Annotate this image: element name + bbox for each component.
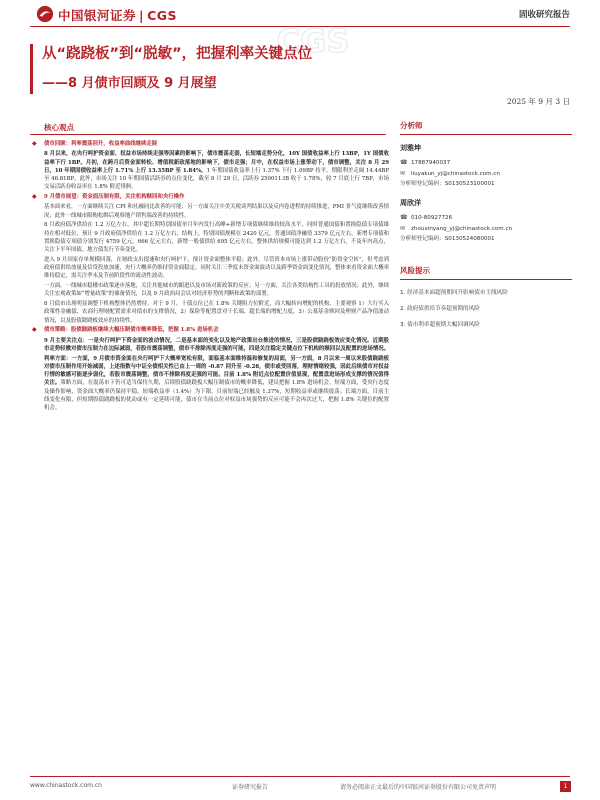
- report-subtitle: ——8 月债市回顾及 9 月展望: [42, 76, 217, 91]
- analyst-name: 周欣洋: [400, 199, 421, 207]
- brand-en: CGS: [147, 8, 178, 23]
- diamond-bullet-icon: ◆: [32, 326, 37, 334]
- risk-heading: 风险提示: [400, 265, 572, 280]
- paragraph: 8 月以来，在央行呵护资金面、权益市场持续走强等因素的影响下，债市震荡走弱，长短端走势分化，10Y 国债收益率上行 13BP，1Y 国债收益率下行 1BP。月初，在跨月后资金面转松、增值税新政落地的影响下，债市走强；月中，在权益市场上涨带动下，债市调整，关注 8 月 29 日，10 年期国债收益率上行 1.71% 上行 13.35BP 至 1.84%，1 年期国债收益率上行 1.37% 下行 1.09BP 持平，期限利差走阔 14.44BP 至 46.81BP，此外，市场关注 10 年期国债活跃券的点位变化，截至 8 月 29 日，活跃券 250011.IB 收于 1.78%，较 7 月底上行 7BP，市场交易活跃券收益率在 1.8% 附近徘徊。: [44, 151, 389, 191]
- analysts-heading: 分析师: [400, 120, 572, 135]
- paragraph: 进入 9 月国家存单规模回落，在财政支出提速和央行呵护下，预计资金面整体平稳；此外，尽管资本市场上涨带动股份“防资金空转”，但考虑到政府债供给放量及信贷投放加速，央行大概率仍维持资金面稳定，同时关注三季度末资金面波动以及跨季资金面变化情况，整体来看资金面大概率维持稳定，需关注季末及节前阶段性的流动性波动。: [44, 256, 390, 280]
- footer-rule: [30, 776, 570, 777]
- paragraph: 8 月债市出现明显调整下机构整体仍然增持。对于 9 月，十债点位已在 1.8% 关键阻力位附近，而大幅转向增配的机构，主要观察 1）大行买入政策性金融债、农商行理财配置需求对债市的支撑情况，2）保险等配置盘对于长端、超长端的增配力度，3）公募基金赎回及理财产品净值波动情况，以及股债跷跷板效应的持续性。: [44, 301, 389, 324]
- section-heading: ◆ 9 月债市展望：资金面压制有限，关注机构赎回和央行操作: [32, 193, 185, 200]
- email-icon: ✉: [400, 225, 406, 232]
- risk-item: 1. 经济基本面超预期回升影响债市主线风险: [400, 290, 508, 296]
- report-date: 2025 年 9 月 3 日: [506, 97, 570, 106]
- footer-website[interactable]: www.chinastock.com.cn: [30, 782, 102, 789]
- analyst-registration: 分析师登记编码：S0130524080001: [400, 236, 495, 242]
- brand-cn: 中国银河证券: [58, 8, 137, 23]
- key-points-body: [32, 139, 390, 414]
- title-accent-bar: [30, 44, 33, 94]
- paragraph: 一方面，一线城市稳楼市政策逐步落地，关注其他城市的跟进以及市场对新政策的反应；另一方面，关注各类结构性工具的投放情况；此外，继续关注宏观政策如“增量政策”的储备情况，以及 9 月政治局会议对经济形势的判断和政策的部署。: [44, 283, 390, 298]
- analyst-registration: 分析师登记编码：S0130523100001: [400, 181, 495, 187]
- page-number: 1: [560, 781, 571, 792]
- analyst-email[interactable]: ✉ liuyakun_yj@chinastock.com.cn: [400, 170, 500, 177]
- analyst-phone: ☎ 010-80927726: [400, 214, 453, 221]
- paragraph: 8 月政府债净供给在 1.2 万亿左右，其中超长期特别国债单月年内发行高峰+新增专项债继续维持较高水平，同时普通国债和置换隐债专项债维持在相对低位，预计 9 月政府债净供给在 1.2 万亿左右，结构上，特别国债规模在 2420 亿元，普通国债净融资 3379 亿元左右，新增专项债和置换隐债专项债分别发行 4759 亿元、666 亿元左右，新增一般债供给 695 亿元左右，整体供给规模可能达到 1.2 万亿左右，不及年内高点，关注下半年国债、地方债发行节奏变化。: [44, 222, 389, 253]
- risk-item: 3. 债市利率超预期大幅回调风险: [400, 322, 480, 328]
- section-heading: ◆ 债市回顾：利率震荡回升，收益率曲线继续走陡: [32, 140, 158, 147]
- sidebar: [400, 120, 572, 328]
- phone-icon: ☎: [400, 214, 408, 221]
- risk-item: 2. 政府债供给节奏超预期的风险: [400, 306, 480, 312]
- analyst-phone: ☎ 17887940037: [400, 159, 451, 166]
- paragraph: 基本面来看，一方面继续关注 CPI 和社融同比改善的可能；另一方面关注中美关税谈判结果以及反内卷进程的持续推进，PMI 景气度继续改善情况；此外一线城市限购松绑后观察地产销售端改善的持续性。: [44, 204, 389, 219]
- cgs-logo-icon: [36, 5, 54, 23]
- svg-text:CGS: CGS: [276, 22, 350, 58]
- phone-icon: ☎: [400, 159, 408, 166]
- analyst-email[interactable]: ✉ zhouxinyang_yj@chinastock.com.cn: [400, 225, 513, 232]
- footer-center: 证券研究报告: [232, 784, 269, 791]
- analyst-name: 刘雅坤: [400, 144, 421, 152]
- key-points-rule: [30, 134, 386, 135]
- report-type: 固收研究报告: [518, 10, 570, 20]
- report-title: 从“跷跷板”到“脱敏”，把握利率关键点位: [42, 46, 313, 62]
- email-icon: ✉: [400, 170, 406, 177]
- footer-disclaimer: 请务必阅读正文最后的中国银河证券股份有限公司免责声明: [340, 784, 497, 791]
- paragraph: 利率方面：一方面，9 月债市资金面在央行呵护下大概率宽松有限，面临基本面维持温和修复的局面，另一方面，8 月以来一周以来股债跷跷板对债市压制作用开始减弱，上述指数与中证全债相关性已由上一周的 -0.87 回升至 -0.28，债市或受回落，理财情绪较强，因此后续债市对权益行情的敏感可能逐步弱化，若股市震荡调整，债市不排除再度走强的可能。目前 1.8% 附近点位配置价值显现，配置盘进场形成支撑的情况值得关注。策略方面，在震荡市下仍可适当保持久期，后续股债跷跷板大幅压制债市的概率降低，建议把握 1.8% 进场机会。短端方面，受央行态度及操作影响，资金面大概率仍保持平稳，短端收益率（1.4%）为下限，目前短端已经触及 1.37%，短期收益率或继续震荡；长端方面，目前主线变化有限，但短期股债跷跷板的扰动或有一定延续可能，债市在当前点位对权益市场强势的反应可能不会再次过大，把握 1.8% 关键位的配置机会。: [44, 355, 389, 411]
- diamond-bullet-icon: ◆: [32, 193, 37, 200]
- section-heading: ◆ 债市策略：股债跷跷板继续大幅压制债市概率降低，把握 1.8% 进场机会: [32, 326, 219, 334]
- diamond-bullet-icon: ◆: [32, 140, 37, 147]
- paragraph: 9 月主要关注点：一是央行呵护下资金面的波动情况，二是基本面的变化以及地产政策出台推进的情况，三是股债跷跷板效应变化情况。近期股市走势轻微对债市压制力在边际减弱，若股市震荡调整，债市不排除再度走强的可能，四是关注稳定关键点位下机构的赎回以及配置的进场情况。: [44, 337, 390, 352]
- key-points-heading: 核心观点: [44, 123, 74, 132]
- brand-name: 中国银河证券 | CGS: [58, 8, 178, 23]
